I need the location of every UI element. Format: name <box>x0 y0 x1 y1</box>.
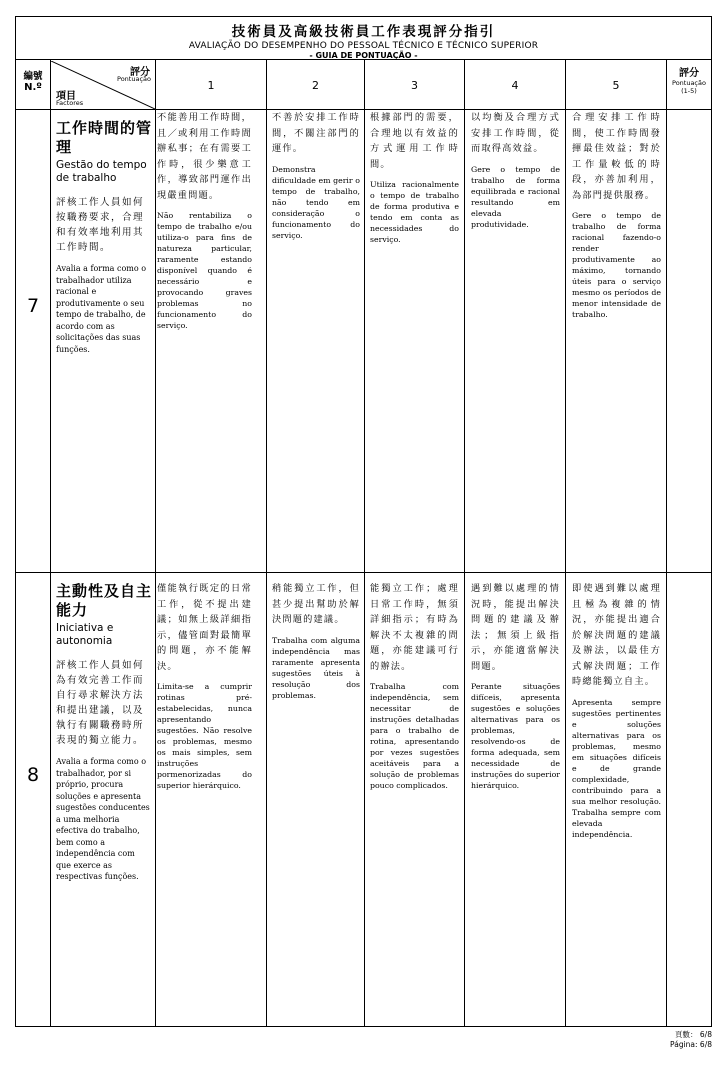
title-portuguese: AVALIAÇÃO DO DESEMPENHO DO PESSOAL TÉCNICO E TÉCNICO SUPERIOR <box>188 41 539 51</box>
number-column-header <box>16 61 50 109</box>
level-text-chinese: 不善於安排工作時間，不關注部門的運作。 <box>272 112 360 154</box>
level-text-chinese: 不能善用工作時間，且／或利用工作時間辦私事；在有需要工作時，很少樂意工作，導致部門運作出現嚴重問題。 <box>157 112 252 201</box>
level-cell <box>471 581 560 791</box>
level-text-portuguese: Perante situações difíceis, apresenta sugestões e soluções alternativas para os problemas, resolvendo-os de forma adequada, sem necessidade de instruções do superior hierárquico. <box>471 682 560 790</box>
level-header-1: 1 <box>207 78 215 92</box>
page-number-portuguese: Página: 6/8 <box>670 1040 712 1049</box>
factor-title-portuguese: Iniciativa e autonomia <box>56 622 114 647</box>
level-header-5: 5 <box>612 78 620 92</box>
level-text-portuguese: Gere o tempo de trabalho de forma equilibrada e racional resultando em elevada produtividade. <box>471 164 560 229</box>
level-cell <box>157 581 252 791</box>
column-divider <box>50 60 51 1026</box>
level-cell <box>272 110 360 241</box>
level-header-4: 4 <box>511 78 519 92</box>
column-divider <box>266 60 267 1026</box>
factor-cell <box>56 582 152 883</box>
level-text-portuguese: Apresenta sempre sugestões pertinentes e soluções alternativas para os problemas, mesmo em situações difíceis e de grande complexidade, contribuindo para a sua melhor resolução. Trabalha sempre com elevada independência. <box>572 697 661 839</box>
final-score-portuguese: Pontuação <box>672 79 706 87</box>
column-divider <box>565 60 566 1026</box>
column-divider <box>364 60 365 1026</box>
level-text-chinese: 合理安排工作時間，使工作時間發揮最佳效益；對於工作量較低的時段，亦善加利用，為部門提供服務。 <box>572 112 661 201</box>
factor-cell <box>56 119 152 355</box>
level-cell <box>370 581 459 791</box>
score-label-portuguese: Pontuação <box>117 75 151 83</box>
evaluation-guide-table <box>15 16 712 1027</box>
factor-description-chinese: 評核工作人員如何按職務要求，合理和有效率地利用其工作時間。 <box>56 197 145 253</box>
level-text-portuguese: Trabalha com alguma independência mas raramente apresenta sugestões úteis à resolução dos problemas. <box>272 635 360 700</box>
level-text-portuguese: Limita-se a cumprir rotinas pré-estabelecidas, nunca apresentando sugestões. Não resolve os problemas, mesmo os mais simples, sem instruções pormenorizadas do superior hierárquico. <box>157 682 252 790</box>
factor-label-portuguese: Factores <box>56 99 84 107</box>
level-cell <box>370 110 459 245</box>
row-divider <box>16 572 711 573</box>
subtitle: - GUIA DE PONTUAÇÃO - <box>309 51 418 60</box>
column-divider <box>666 60 667 1026</box>
level-text-chinese: 根據部門的需要，合理地以有效益的方式運用工作時間。 <box>370 112 459 170</box>
level-text-portuguese: Utiliza racionalmente o tempo de trabalho de forma produtiva e tendo em conta as necessidades do serviço. <box>370 180 459 244</box>
level-cell <box>471 110 560 230</box>
row-number: 7 <box>26 295 40 317</box>
level-cell <box>572 110 661 320</box>
document-header <box>16 17 711 60</box>
column-divider <box>464 60 465 1026</box>
factor-label-chinese: 項目 <box>56 91 76 102</box>
level-cell <box>272 581 360 701</box>
level-text-portuguese: Gere o tempo de trabalho de forma racional fazendo-o render produtivamente ao máximo, tornando úteis para o serviço mesmo os períodos de menor intensidade de trabalho. <box>572 211 661 319</box>
page-number-chinese: 頁數： 6/8 <box>675 1030 712 1039</box>
score-label-chinese: 評分 <box>130 67 150 78</box>
title-chinese: 技術員及高級技術員工作表現評分指引 <box>231 24 496 40</box>
final-score-chinese: 評分 <box>679 68 699 79</box>
level-cell <box>572 581 661 840</box>
level-text-portuguese: Trabalha com independência, sem necessitar de instruções detalhadas para o trabalho de rotina, apresentando por vezes sugestões aceitáveis para a solução de problemas pouco complicados. <box>370 682 459 790</box>
level-header-3: 3 <box>411 78 418 92</box>
level-text-portuguese: Demonstra dificuldade em gerir o tempo de trabalho, não tendo em consideração o funcionamento do serviço. <box>272 164 360 240</box>
factor-column-header <box>51 61 155 109</box>
factor-description-portuguese: Avalia a forma como o trabalhador utiliza racional e produtivamente o seu tempo de trabalho, de acordo com as solicitações das suas funções. <box>56 264 147 354</box>
level-cell <box>157 110 252 331</box>
final-score-range: (1-5) <box>681 87 697 95</box>
number-header-chinese: 編號 <box>23 71 43 82</box>
row-number: 8 <box>26 764 40 786</box>
level-text-chinese: 即使遇到難以處理且極為複雜的情況，亦能提出適合於解決問題的建議及辦法，以最佳方式解決問題；工作時總能獨立自主。 <box>572 583 661 687</box>
level-text-chinese: 稍能獨立工作，但甚少提出幫助於解決問題的建議。 <box>272 583 360 625</box>
factor-description-portuguese: Avalia a forma como o trabalhador, por si próprio, procura soluções e apresenta sugestões conducentes a uma melhoria efectiva do trabalho, bem como a independência com que exerce as respectivas funções. <box>56 757 150 881</box>
factor-title-chinese: 主動性及自主能力 <box>56 582 153 619</box>
final-score-column-header <box>666 61 712 109</box>
factor-description-chinese: 評核工作人員如何為有效完善工作而自行尋求解決方法和提出建議，以及執行有關職務時所表現的獨立能力。 <box>56 660 145 746</box>
page-footer <box>670 1030 712 1050</box>
level-text-chinese: 以均衡及合理方式安排工作時間，從而取得高效益。 <box>471 112 560 154</box>
level-text-chinese: 能獨立工作；處理日常工作時，無須詳細指示；有時為解決不太複雜的問題，亦能建議可行的辦法。 <box>370 583 459 672</box>
level-text-portuguese: Não rentabiliza o tempo de trabalho e/ou utiliza-o para fins de natureza particular, raramente estando disponível quando é necessário e provocando graves problemas no funcionamento do serviço. <box>157 211 252 330</box>
level-header-2: 2 <box>312 78 319 92</box>
level-text-chinese: 遇到難以處理的情況時，能提出解決問題的建議及辦法；無須上級指示，亦能適當解決問題。 <box>471 583 560 672</box>
column-divider <box>155 60 156 1026</box>
factor-title-portuguese: Gestão do tempo de trabalho <box>56 159 147 184</box>
number-header-portuguese: N.º <box>24 82 42 93</box>
factor-title-chinese: 工作時間的管理 <box>56 119 153 156</box>
level-text-chinese: 僅能執行既定的日常工作，從不提出建議；如無上級詳細指示，儘管面對最簡單的問題，亦不能解決。 <box>157 583 252 672</box>
